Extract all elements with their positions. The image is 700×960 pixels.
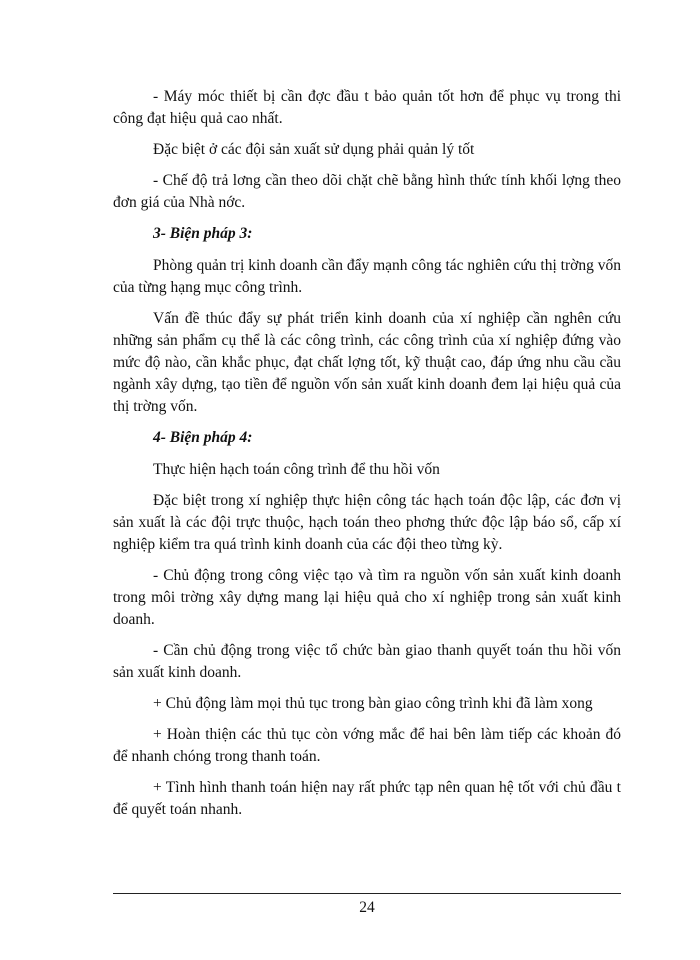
paragraph: Thực hiện hạch toán công trình để thu hồi vốn [153, 461, 440, 478]
paragraph: + Tình hình thanh toán hiện nay rất phức tạp nên quan hệ tốt với chủ đầu t để quyết toán nhanh. [113, 779, 621, 818]
page-body [113, 86, 621, 830]
section-heading: 3- Biện pháp 3: [153, 225, 253, 242]
paragraph: Đặc biệt trong xí nghiệp thực hiện công tác hạch toán độc lập, các đơn vị sản xuất là các đội trực thuộc, hạch toán theo phơng thức độc lập báo sổ, cấp xí nghiệp kiểm tra quá trình kinh doanh của các đội theo từng kỳ. [113, 492, 621, 553]
page-number: 24 [359, 899, 375, 916]
paragraph: - Chủ động trong công việc tạo và tìm ra nguồn vốn sản xuất kinh doanh trong môi trờng xây dựng mang lại hiệu quả cho xí nghiệp trong sản xuất kinh doanh. [113, 567, 621, 628]
paragraph: + Chủ động làm mọi thủ tục trong bàn giao công trình khi đã làm xong [153, 695, 593, 712]
paragraph: - Chế độ trả lơng cần theo dõi chặt chẽ bằng hình thức tính khối lợng theo đơn giá của Nhà nớc. [113, 172, 621, 211]
paragraph: + Hoàn thiện các thủ tục còn vớng mắc để hai bên làm tiếp các khoản đó để nhanh chóng trong thanh toán. [113, 726, 621, 765]
paragraph: Vấn đề thúc đẩy sự phát triển kinh doanh của xí nghiệp cần nghên cứu những sản phẩm cụ thể là các công trình, các công trình của xí nghiệp đứng vào mức độ nào, cần khắc phục, đạt chất lợng tốt, kỹ thuật cao, đáp ứng nhu cầu cầu ngành xây dựng, tạo tiền để nguồn vốn sản xuất kinh doanh đem lại hiệu quả của thị trờng vốn. [113, 310, 621, 415]
footer-divider [113, 893, 621, 894]
paragraph: Phòng quản trị kinh doanh cần đẩy mạnh công tác nghiên cứu thị trờng vốn của từng hạng mục công trình. [113, 257, 621, 296]
paragraph: Đặc biệt ở các đội sản xuất sử dụng phải quản lý tốt [153, 141, 475, 158]
section-heading: 4- Biện pháp 4: [153, 429, 253, 446]
paragraph: - Cần chủ động trong việc tổ chức bàn giao thanh quyết toán thu hồi vốn sản xuất kinh doanh. [113, 642, 621, 681]
paragraph: - Máy móc thiết bị cần đợc đầu t bảo quản tốt hơn để phục vụ trong thi công đạt hiệu quả cao nhất. [113, 88, 621, 127]
